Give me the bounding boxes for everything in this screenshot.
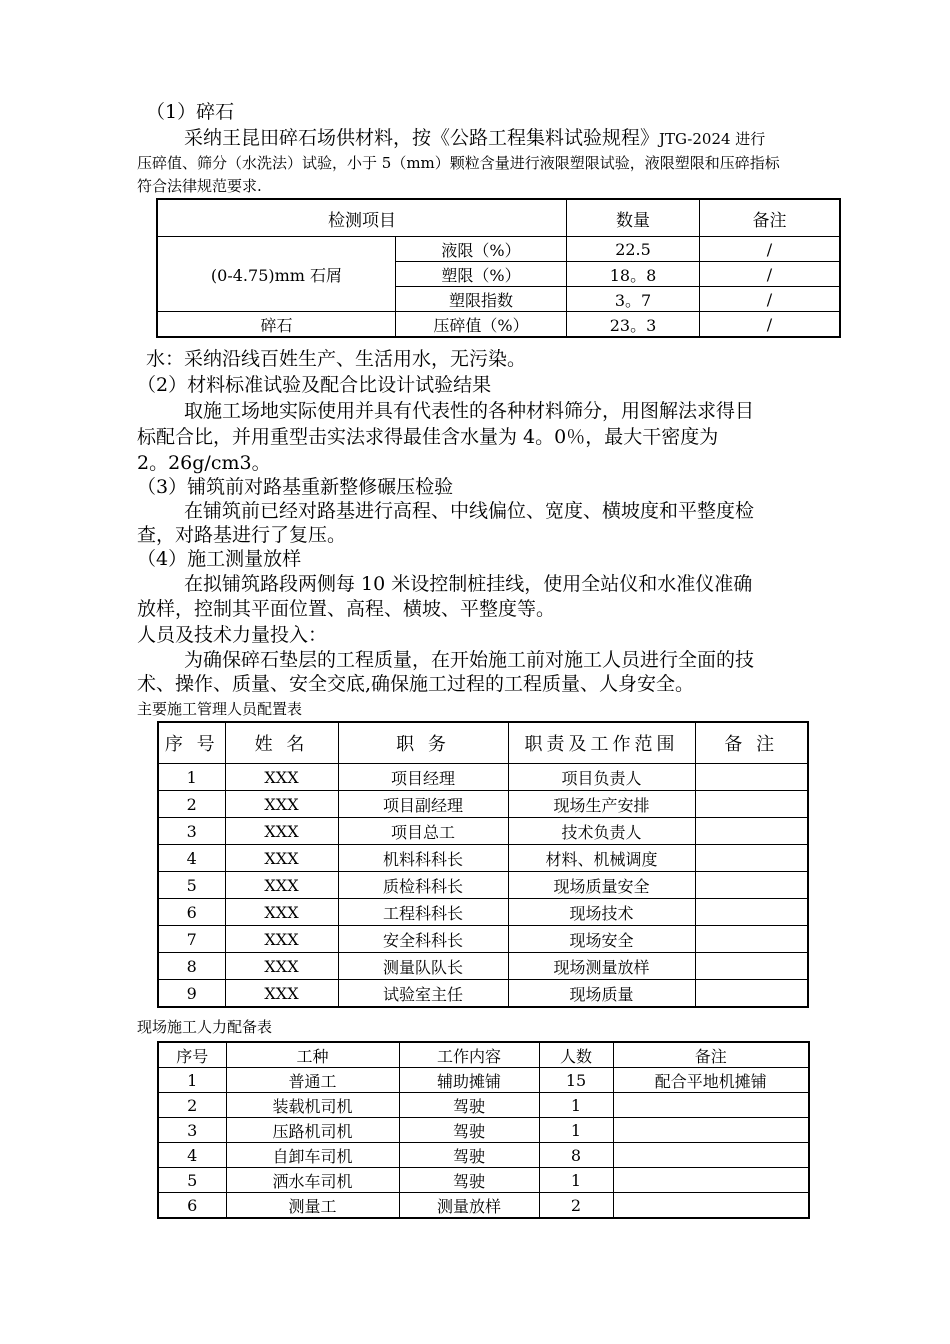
table-row [158, 899, 808, 926]
test-results-table [157, 199, 840, 337]
paragraph-gravel-line3: 符合法律规范要求. [137, 177, 262, 195]
heading-subgrade: （3）铺筑前对路基重新整修碾压检验 [137, 476, 454, 498]
cell-note [695, 818, 808, 845]
staff-table [157, 721, 809, 1008]
table-row [158, 1143, 809, 1168]
cell-note: 配合平地机摊铺 [613, 1068, 809, 1093]
cell-seq: 5 [158, 1168, 226, 1193]
paragraph-personnel-line1: 为确保碎石垫层的工程质量，在开始施工前对施工人员进行全面的技 [184, 649, 755, 671]
paragraph-gravel-line1 [184, 125, 765, 151]
table-row [158, 845, 808, 872]
paragraph-subgrade-line2: 查，对路基进行了复压。 [137, 524, 347, 546]
cell-work: 驾驶 [399, 1168, 539, 1193]
cell-count: 2 [539, 1193, 613, 1219]
paragraph-survey-line2: 放样，控制其平面位置、高程、横坡、平整度等。 [137, 598, 556, 620]
cell-seq: 4 [158, 845, 225, 872]
header-name: 姓 名 [225, 722, 338, 764]
cell-work: 辅助摊铺 [399, 1068, 539, 1093]
cell-item: 塑限指数 [396, 287, 567, 312]
paragraph-gravel-line2: 压碎值、筛分（水洗法）试验，小于 5（mm）颗粒含量进行液限塑限试验，液限塑限和压碎指标 [137, 154, 780, 172]
table-row [158, 312, 840, 337]
cell-note [695, 845, 808, 872]
header-seq: 序号 [158, 1042, 226, 1068]
cell-seq: 4 [158, 1143, 226, 1168]
cell-note [613, 1118, 809, 1143]
cell-name: XXX [225, 791, 338, 818]
cell-work: 驾驶 [399, 1093, 539, 1118]
cell-position: 测量队队长 [338, 953, 508, 980]
table-row [158, 764, 808, 791]
cell-note [695, 926, 808, 953]
cell-note [613, 1093, 809, 1118]
cell-scope: 项目负责人 [508, 764, 695, 791]
cell-item: 压碎值（%） [396, 312, 567, 337]
cell-scope: 材料、机械调度 [508, 845, 695, 872]
cell-note [695, 764, 808, 791]
cell-name: XXX [225, 899, 338, 926]
table-row [158, 1068, 809, 1093]
heading-survey: （4）施工测量放样 [137, 548, 302, 570]
paragraph-mix-line3: 2。26g/cm3。 [137, 452, 271, 474]
cell-name: XXX [225, 980, 338, 1008]
cell-count: 8 [539, 1143, 613, 1168]
cell-note [695, 980, 808, 1008]
cell-trade: 洒水车司机 [226, 1168, 399, 1193]
table-row [158, 926, 808, 953]
cell-position: 项目副经理 [338, 791, 508, 818]
paragraph-gravel-text: 采纳王昆田碎石场供材料，按《公路工程集料试验规程》 [184, 127, 660, 149]
cell-scope: 现场生产安排 [508, 791, 695, 818]
cell-note [695, 872, 808, 899]
cell-work: 驾驶 [399, 1143, 539, 1168]
cell-name: XXX [225, 764, 338, 791]
heading-gravel: （1）碎石 [146, 101, 235, 123]
cell-name: XXX [225, 845, 338, 872]
cell-name: XXX [225, 926, 338, 953]
cell-note [613, 1168, 809, 1193]
header-scope: 职责及工作范围 [508, 722, 695, 764]
group-label: (0-4.75)mm 石屑 [158, 237, 396, 312]
cell-position: 机料科科长 [338, 845, 508, 872]
labor-table [157, 1041, 810, 1219]
paragraph-mix-line2: 标配合比，并用重型击实法求得最佳含水量为 4。0％，最大干密度为 [137, 426, 719, 448]
cell-seq: 8 [158, 953, 225, 980]
header-trade: 工种 [226, 1042, 399, 1068]
cell-trade: 普通工 [226, 1068, 399, 1093]
cell-item: 塑限（%） [396, 262, 567, 287]
cell-seq: 1 [158, 1068, 226, 1093]
cell-position: 项目经理 [338, 764, 508, 791]
table-row [158, 791, 808, 818]
header-note: 备注 [700, 200, 840, 237]
cell-value: 3。7 [567, 287, 700, 312]
cell-seq: 6 [158, 1193, 226, 1219]
caption-staff-table: 主要施工管理人员配置表 [137, 700, 303, 718]
table-row [158, 1168, 809, 1193]
heading-personnel: 人员及技术力量投入： [137, 624, 328, 646]
cell-note: / [700, 262, 840, 287]
cell-seq: 2 [158, 1093, 226, 1118]
table-row [158, 953, 808, 980]
cell-note [695, 791, 808, 818]
cell-scope: 现场技术 [508, 899, 695, 926]
cell-scope: 技术负责人 [508, 818, 695, 845]
cell-group: 碎石 [158, 312, 396, 337]
table-header-row [158, 200, 840, 237]
cell-name: XXX [225, 818, 338, 845]
cell-seq: 1 [158, 764, 225, 791]
cell-item: 液限（%） [396, 237, 567, 262]
cell-value: 22.5 [567, 237, 700, 262]
cell-count: 1 [539, 1118, 613, 1143]
cell-note [613, 1143, 809, 1168]
cell-position: 工程科科长 [338, 899, 508, 926]
table-header-row [158, 1042, 809, 1068]
paragraph-gravel-standard: JTG-2024 进行 [659, 130, 766, 148]
cell-trade: 测量工 [226, 1193, 399, 1219]
cell-seq: 6 [158, 899, 225, 926]
cell-seq: 3 [158, 818, 225, 845]
cell-seq: 2 [158, 791, 225, 818]
table-row [158, 237, 840, 262]
cell-value: 23。3 [567, 312, 700, 337]
table-header-row [158, 722, 808, 764]
cell-count: 15 [539, 1068, 613, 1093]
header-test-item: 检测项目 [158, 200, 567, 237]
paragraph-personnel-line2: 术、操作、质量、安全交底,确保施工过程的工程质量、人身安全。 [137, 673, 695, 695]
cell-position: 试验室主任 [338, 980, 508, 1008]
cell-name: XXX [225, 953, 338, 980]
table-row [158, 1193, 809, 1219]
header-work: 工作内容 [399, 1042, 539, 1068]
cell-seq: 3 [158, 1118, 226, 1143]
header-count: 人数 [539, 1042, 613, 1068]
cell-position: 项目总工 [338, 818, 508, 845]
table-row [158, 872, 808, 899]
header-note: 备 注 [695, 722, 808, 764]
cell-note: / [700, 237, 840, 262]
cell-scope: 现场质量 [508, 980, 695, 1008]
cell-count: 1 [539, 1093, 613, 1118]
heading-mix-design: （2）材料标准试验及配合比设计试验结果 [137, 374, 492, 396]
cell-work: 测量放样 [399, 1193, 539, 1219]
cell-value: 18。8 [567, 262, 700, 287]
header-position: 职 务 [338, 722, 508, 764]
cell-trade: 自卸车司机 [226, 1143, 399, 1168]
cell-scope: 现场安全 [508, 926, 695, 953]
cell-trade: 装载机司机 [226, 1093, 399, 1118]
cell-seq: 5 [158, 872, 225, 899]
paragraph-survey-line1: 在拟铺筑路段两侧每 10 米设控制桩挂线，使用全站仪和水准仪准确 [184, 573, 753, 595]
cell-name: XXX [225, 872, 338, 899]
cell-note [695, 899, 808, 926]
cell-seq: 7 [158, 926, 225, 953]
cell-note: / [700, 287, 840, 312]
cell-position: 安全科科长 [338, 926, 508, 953]
cell-work: 驾驶 [399, 1118, 539, 1143]
paragraph-water: 水：采纳沿线百姓生产、生活用水，无污染。 [146, 348, 527, 370]
cell-note [613, 1193, 809, 1219]
header-note: 备注 [613, 1042, 809, 1068]
cell-seq: 9 [158, 980, 225, 1008]
cell-trade: 压路机司机 [226, 1118, 399, 1143]
header-quantity: 数量 [567, 200, 700, 237]
cell-position: 质检科科长 [338, 872, 508, 899]
table-row [158, 1118, 809, 1143]
table-row [158, 980, 808, 1008]
paragraph-subgrade-line1: 在铺筑前已经对路基进行高程、中线偏位、宽度、横坡度和平整度检 [184, 500, 755, 522]
table-row [158, 818, 808, 845]
paragraph-mix-line1: 取施工场地实际使用并具有代表性的各种材料筛分，用图解法求得目 [184, 400, 755, 422]
cell-scope: 现场测量放样 [508, 953, 695, 980]
caption-labor-table: 现场施工人力配备表 [137, 1018, 273, 1036]
cell-note: / [700, 312, 840, 337]
cell-note [695, 953, 808, 980]
table-row [158, 1093, 809, 1118]
cell-scope: 现场质量安全 [508, 872, 695, 899]
header-seq: 序 号 [158, 722, 225, 764]
cell-count: 1 [539, 1168, 613, 1193]
